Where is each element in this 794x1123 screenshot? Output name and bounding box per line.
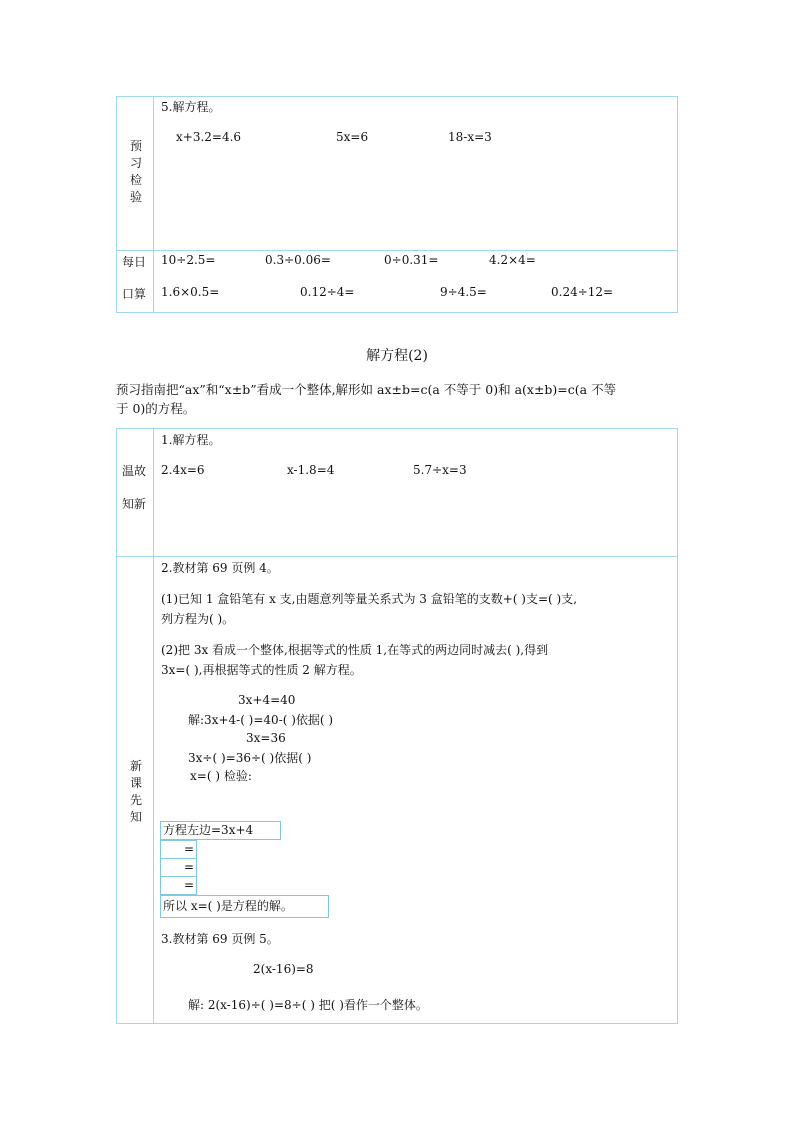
mental-math-item: 0.3÷0.06=	[265, 253, 331, 267]
check-left-side-box: 方程左边=3x+4	[160, 821, 281, 840]
guide-line-2: 于 0)的方程。	[116, 401, 196, 416]
lesson-title: 解方程(2)	[366, 348, 428, 364]
equation-3: 18-x=3	[448, 130, 492, 144]
mental-math-item: 10÷2.5=	[161, 253, 216, 267]
solve-step-1: 解:3x+4-( )=40-( )依据( )	[188, 713, 334, 727]
question-2-part-2-line-1: (2)把 3x 看成一个整体,根据等式的性质 1,在等式的两边同时减去( ),得到	[161, 643, 549, 657]
question-3-step: 解: 2(x-16)÷( )=8÷( ) 把( )看作一个整体。	[188, 998, 428, 1012]
solve-intermediate: 3x=36	[246, 731, 286, 745]
question-3-equation: 2(x-16)=8	[253, 962, 314, 976]
review-equation-3: 5.7÷x=3	[413, 463, 467, 477]
question-2-part-2-line-2: 3x=( ),再根据等式的性质 2 解方程。	[161, 663, 362, 677]
question-2-title: 2.教材第 69 页例 4。	[161, 561, 279, 575]
guide-line-1: 预习指南把“ax”和“x±b”看成一个整体,解形如 ax±b=c(a 不等于 0)和 a(x±b)=c(a 不等	[116, 382, 617, 397]
solve-equation: 3x+4=40	[238, 693, 296, 707]
table2-column-divider	[153, 428, 154, 1024]
review-equation-2: x-1.8=4	[287, 463, 335, 477]
mental-math-item: 4.2×4=	[489, 253, 536, 267]
mental-math-item: 0÷0.31=	[384, 253, 439, 267]
mental-math-item: 0.24÷12=	[551, 285, 614, 299]
check-step-box: =	[160, 858, 197, 877]
equation-2: 5x=6	[336, 130, 369, 144]
check-step-box: =	[160, 840, 197, 859]
review-question-title: 1.解方程。	[161, 433, 221, 447]
new-lesson-label: 新课先知	[129, 759, 142, 824]
preview-check-label: 预习检验	[129, 139, 142, 204]
review-label-2: 知新	[122, 497, 147, 511]
question-2-part-1-line-1: (1)已知 1 盒铅笔有 x 支,由题意列等量关系式为 3 盒铅笔的支数+( )支=( )支,	[161, 592, 578, 606]
table1-row-divider	[116, 250, 678, 251]
solve-step-2: 3x÷( )=36÷( )依据( )	[188, 751, 312, 765]
question-2-part-1-line-2: 列方程为( )。	[161, 612, 235, 626]
mental-math-item: 1.6×0.5=	[161, 285, 220, 299]
daily-mental-label-2: 口算	[122, 287, 147, 301]
solve-step-3: x=( ) 检验:	[190, 769, 252, 783]
review-label-1: 温故	[122, 464, 147, 478]
daily-mental-label-1: 每日	[122, 255, 147, 269]
mental-math-item: 9÷4.5=	[440, 285, 487, 299]
mental-math-item: 0.12÷4=	[300, 285, 355, 299]
check-step-box: =	[160, 876, 197, 895]
question-3-title: 3.教材第 69 页例 5。	[161, 932, 279, 946]
review-equation-1: 2.4x=6	[161, 463, 205, 477]
equation-1: x+3.2=4.6	[176, 130, 242, 144]
check-conclusion-box: 所以 x=( )是方程的解。	[160, 895, 329, 918]
table1-column-divider	[153, 96, 154, 313]
preview-check-table	[116, 96, 678, 313]
table2-row-divider	[116, 556, 678, 557]
question-5-title: 5.解方程。	[161, 100, 221, 114]
